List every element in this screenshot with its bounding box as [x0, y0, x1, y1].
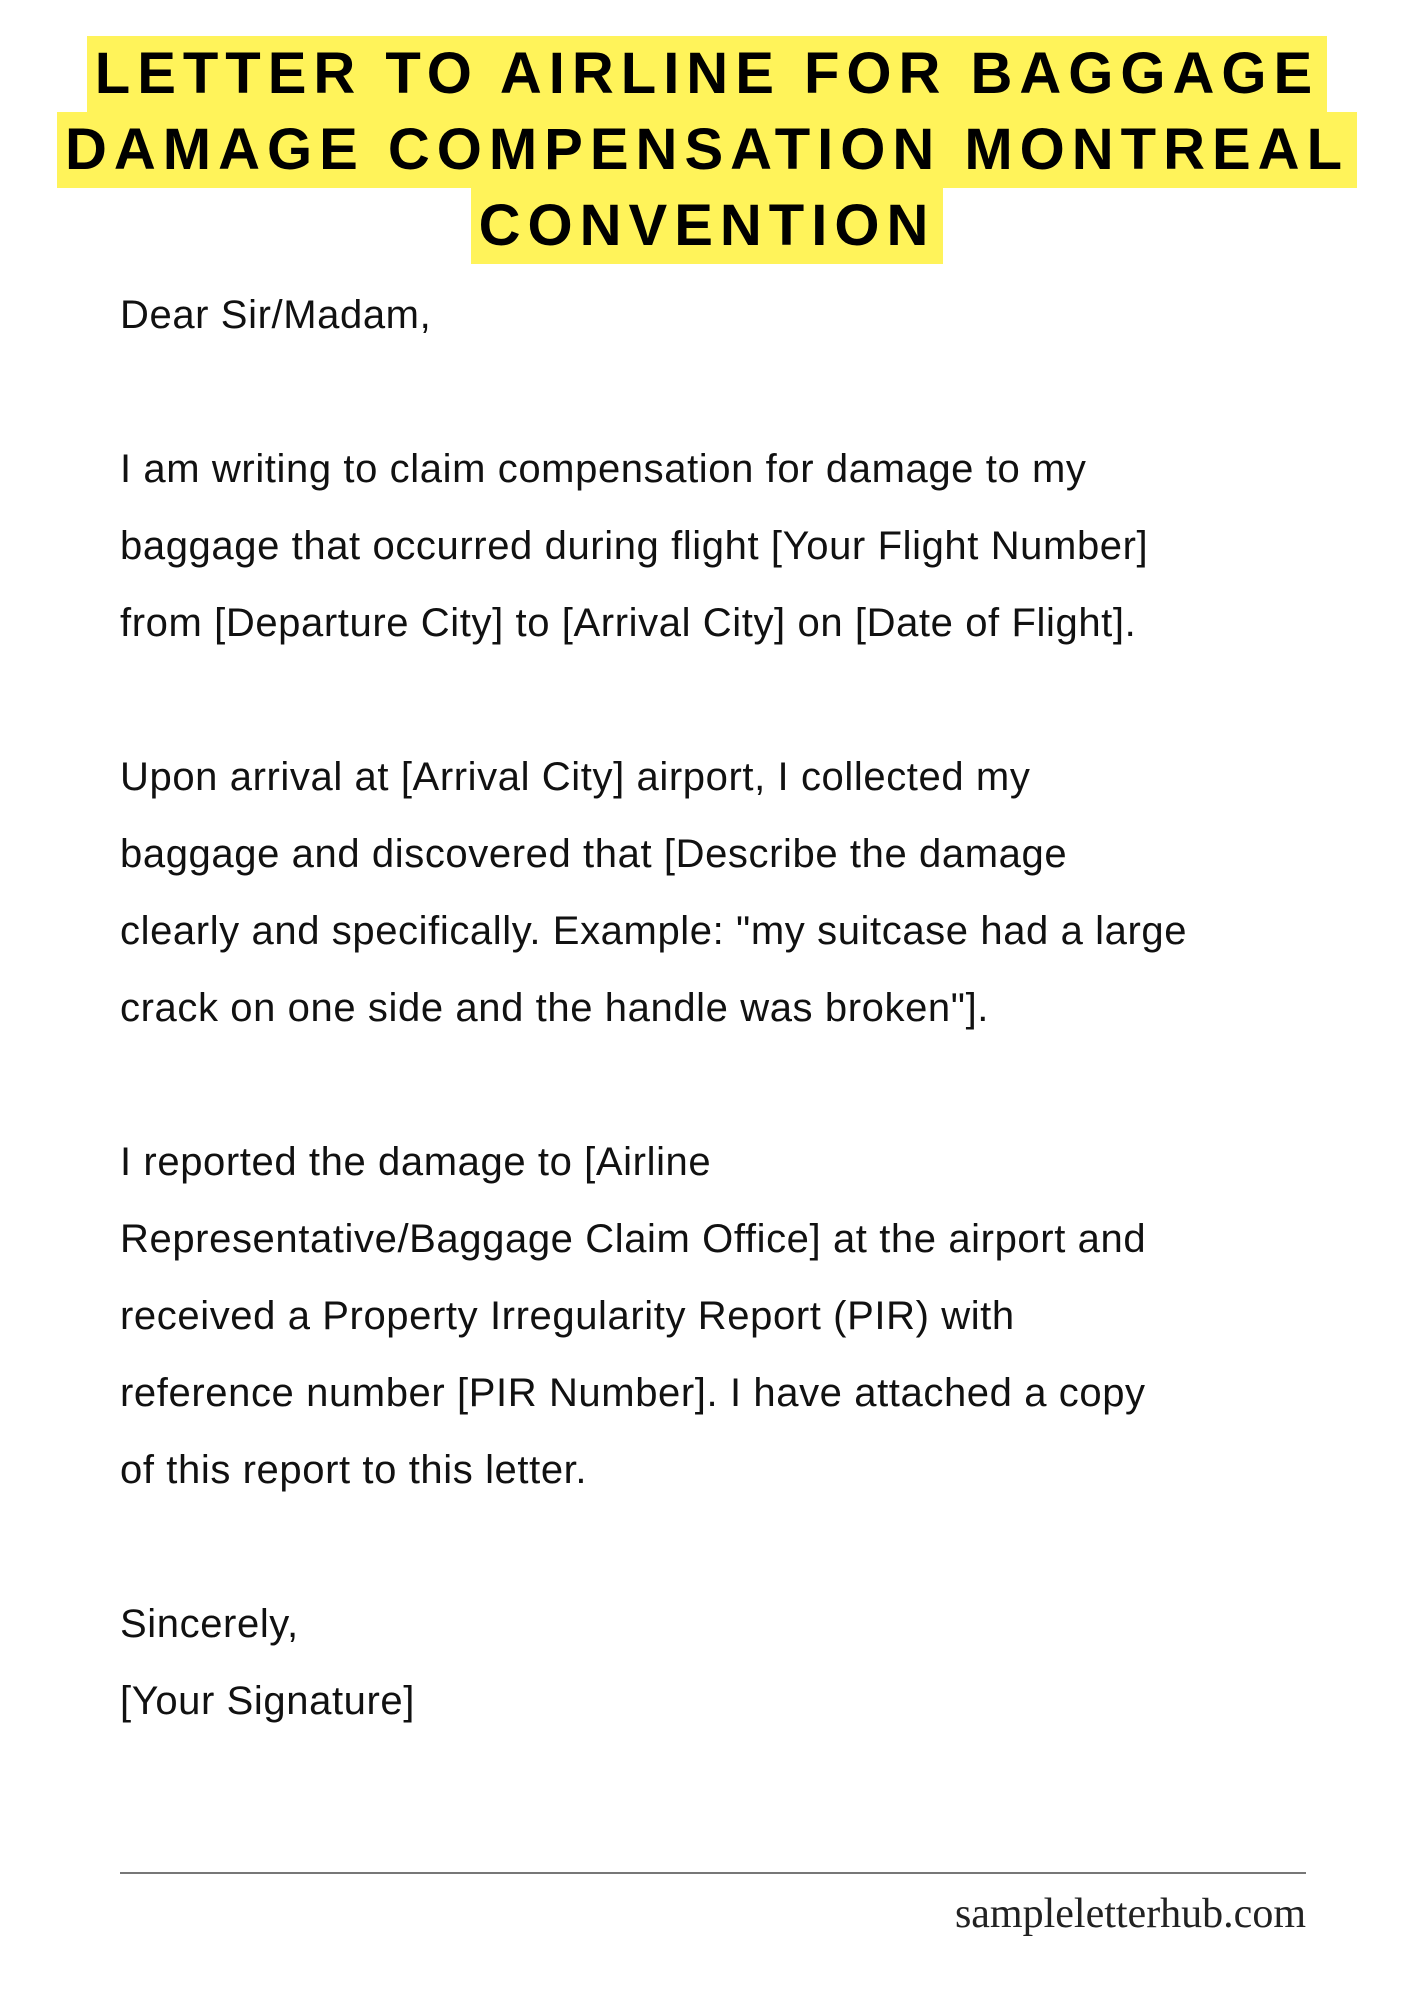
text-line: I reported the damage to [Airline — [120, 1140, 712, 1184]
text-line: of this report to this letter. — [120, 1448, 588, 1492]
paragraph-1 — [120, 431, 1380, 662]
text-line: received a Property Irregularity Report (PIR) with — [120, 1294, 1015, 1338]
title-line: CONVENTION — [471, 188, 944, 264]
footer-site: sampleletterhub.com — [954, 1891, 1306, 1937]
signature: [Your Signature] — [120, 1679, 415, 1723]
text-line: baggage and discovered that [Describe the damage — [120, 832, 1068, 876]
footer-divider — [120, 1872, 1306, 1874]
closing: Sincerely, — [120, 1602, 299, 1646]
text-line: from [Departure City] to [Arrival City] on [Date of Flight]. — [120, 601, 1137, 645]
text-line: Representative/Baggage Claim Office] at the airport and — [120, 1217, 1147, 1261]
text-line: crack on one side and the handle was broken"]. — [120, 986, 990, 1030]
text-line: reference number [PIR Number]. I have attached a copy — [120, 1371, 1146, 1415]
text-line: Upon arrival at [Arrival City] airport, I collected my — [120, 755, 1031, 799]
paragraph-2 — [120, 739, 1380, 1047]
text-line: clearly and specifically. Example: "my suitcase had a large — [120, 909, 1188, 953]
letter-title — [0, 36, 1414, 264]
salutation: Dear Sir/Madam, — [120, 293, 432, 337]
text-line: I am writing to claim compensation for damage to my — [120, 447, 1087, 491]
title-line: LETTER TO AIRLINE FOR BAGGAGE — [87, 36, 1327, 112]
paragraph-3 — [120, 1124, 1380, 1509]
letter-body — [120, 277, 1380, 1740]
text-line: baggage that occurred during flight [Your Flight Number] — [120, 524, 1149, 568]
closing-block — [120, 1586, 1380, 1740]
title-line: DAMAGE COMPENSATION MONTREAL — [57, 112, 1357, 188]
